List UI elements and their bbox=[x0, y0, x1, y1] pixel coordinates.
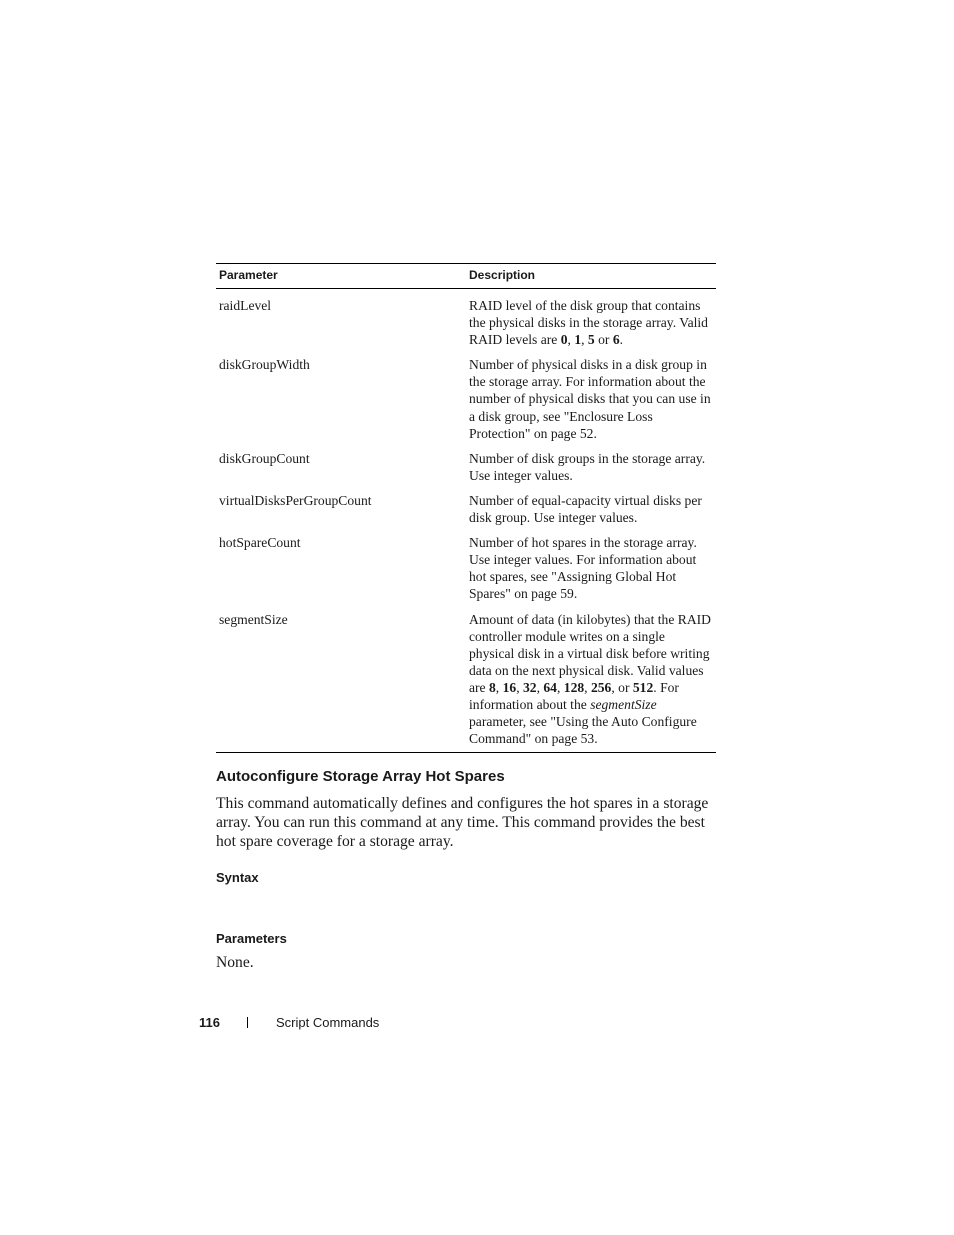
table-row bbox=[216, 289, 716, 349]
section-body: This command automatically defines and configures the hot spares in a storage array. You can run this command at any time. This command provides the best hot spare coverage for a storage array. bbox=[216, 795, 709, 851]
syntax-heading: Syntax bbox=[216, 870, 259, 886]
bold-value: 256 bbox=[590, 679, 612, 695]
table-row bbox=[216, 484, 716, 526]
parameter-column-header: Parameter bbox=[216, 264, 466, 289]
parameter-table bbox=[216, 263, 716, 753]
syntax-block bbox=[216, 886, 716, 931]
bold-value: 16 bbox=[502, 679, 517, 695]
parameter-description: Number of hot spares in the storage array. Use integer values. For information about hot spares, see "Assigning Global Hot Spares" on page 59. bbox=[469, 535, 697, 602]
footer-title: Script Commands bbox=[275, 1015, 380, 1030]
parameter-name: raidLevel bbox=[219, 298, 272, 313]
table-row bbox=[216, 526, 716, 602]
table-row bbox=[216, 603, 716, 753]
parameter-description: Number of disk groups in the storage array. Use integer values. bbox=[469, 450, 706, 483]
italic-term: segmentSize bbox=[590, 696, 657, 712]
parameter-description: Amount of data (in kilobytes) that the RAID controller module writes on a single physical disk in a virtual disk before writing data on the next physical disk. Valid values are 8, 16, 32, 64, 128, 256, or 512. For information about the segmentSize parameter, see "Using the Auto Configure Command" on page 53. bbox=[469, 611, 711, 747]
page-content bbox=[216, 263, 716, 972]
table-row bbox=[216, 348, 716, 441]
section-title: Autoconfigure Storage Array Hot Spares bbox=[216, 768, 505, 786]
parameter-description: Number of physical disks in a disk group in the storage array. For information about the number of physical disks that you can use in a disk group, see "Enclosure Loss Protection" on page 52. bbox=[469, 357, 711, 441]
bold-value: 8 bbox=[489, 679, 496, 695]
parameters-heading: Parameters bbox=[216, 931, 287, 947]
bold-value: 5 bbox=[587, 332, 595, 348]
bold-value: 0 bbox=[560, 332, 568, 348]
parameter-name: diskGroupWidth bbox=[219, 357, 310, 373]
page-footer bbox=[199, 1015, 379, 1031]
footer-divider bbox=[247, 1017, 248, 1028]
bold-value: 64 bbox=[543, 679, 557, 695]
description-column-header: Description bbox=[466, 264, 716, 289]
parameter-description: RAID level of the disk group that contains the physical disks in the storage array. Valid RAID levels are 0, 1, 5 or 6. bbox=[469, 298, 708, 348]
page-number: 116 bbox=[199, 1015, 220, 1030]
parameter-name: diskGroupCount bbox=[219, 450, 310, 466]
bold-value: 1 bbox=[574, 332, 582, 348]
bold-value: 32 bbox=[522, 679, 537, 695]
table-header-row bbox=[216, 264, 716, 289]
bold-value: 512 bbox=[632, 679, 654, 695]
table-body bbox=[216, 289, 716, 753]
bold-value: 6 bbox=[612, 332, 620, 348]
parameter-name: segmentSize bbox=[219, 611, 288, 627]
parameter-name: virtualDisksPerGroupCount bbox=[219, 492, 372, 508]
parameter-description: Number of equal-capacity virtual disks per disk group. Use integer values. bbox=[469, 492, 702, 526]
bold-value: 128 bbox=[563, 679, 585, 695]
parameters-text: None. bbox=[216, 954, 254, 972]
parameter-name: hotSpareCount bbox=[219, 535, 301, 551]
table-row bbox=[216, 442, 716, 484]
